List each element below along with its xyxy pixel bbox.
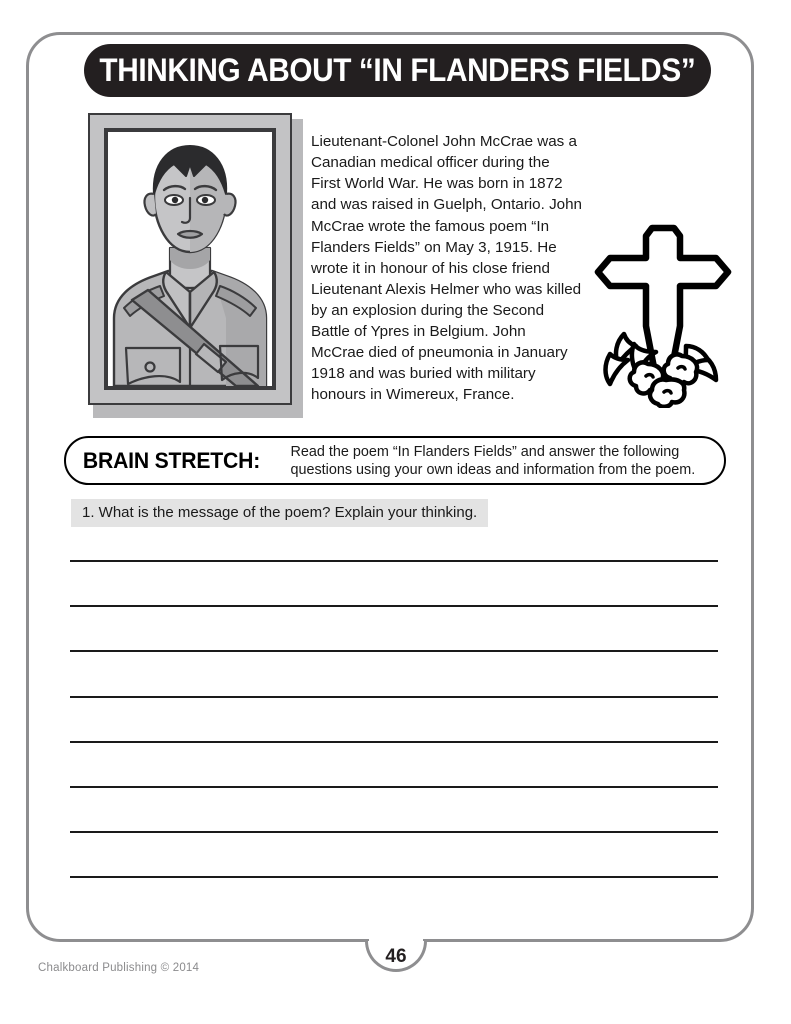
answer-line[interactable]	[70, 876, 718, 878]
brain-stretch-label: BRAIN STRETCH:	[82, 447, 261, 473]
question-row	[71, 499, 488, 527]
brain-stretch-box	[64, 436, 726, 485]
answer-line[interactable]	[70, 831, 718, 833]
question-text: 1. What is the message of the poem? Explain your thinking.	[71, 499, 488, 527]
footer-credit: Chalkboard Publishing © 2014	[38, 962, 200, 974]
brain-stretch-instructions: Read the poem “In Flanders Fields” and answer the following questions using your own ideas and information from the poem.	[290, 443, 696, 478]
answer-line[interactable]	[70, 605, 718, 607]
answer-lines-area[interactable]	[70, 560, 718, 878]
soldier-portrait-illustration	[108, 132, 272, 386]
portrait-inner-frame	[104, 128, 276, 390]
page-number-tab	[365, 941, 427, 972]
answer-line[interactable]	[70, 560, 718, 562]
page-title: THINKING ABOUT “IN FLANDERS FIELDS”	[99, 52, 696, 88]
intro-paragraph: Lieutenant-Colonel John McCrae was a Canadian medical officer during the First World War. He was born in 1872 and was raised in Guelph, Ontario. John McCrae wrote the famous poem “In Flanders Fields” on May 3, 1915. He wrote it in honour of his close friend Lieutenant Alexis Helmer who was killed by an explosion during the Second Battle of Ypres in Belgium. John McCrae died of pneumonia in January 1918 and was buried with military honours in Wimereux, France.	[311, 133, 583, 404]
answer-line[interactable]	[70, 696, 718, 698]
grave-cross-with-poppies-icon	[590, 218, 736, 408]
portrait-figure	[88, 113, 303, 418]
answer-line[interactable]	[70, 650, 718, 652]
worksheet-title-banner	[84, 44, 711, 97]
answer-line[interactable]	[70, 741, 718, 743]
page-number: 46	[385, 946, 407, 967]
answer-line[interactable]	[70, 786, 718, 788]
